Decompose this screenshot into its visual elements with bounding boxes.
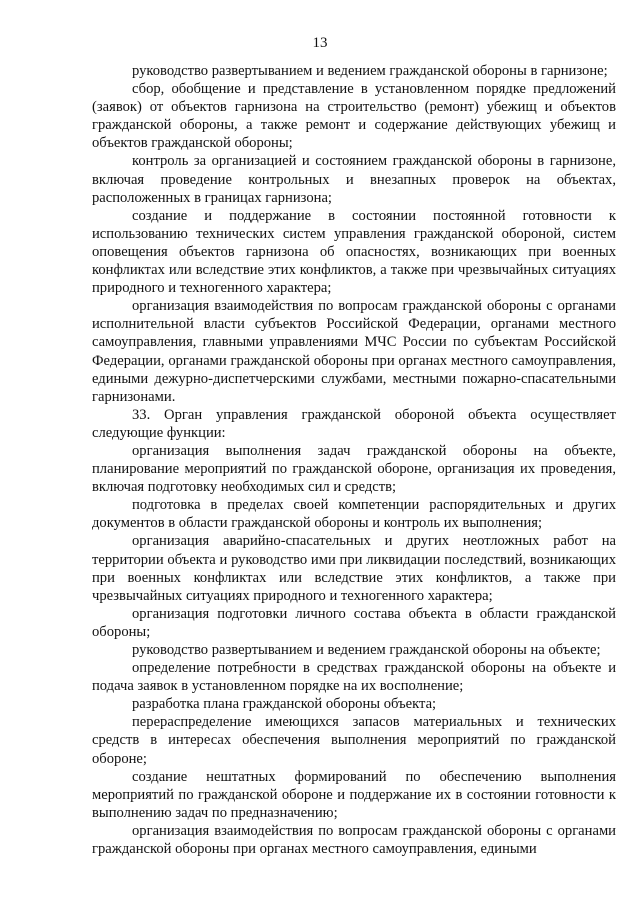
paragraph: контроль за организацией и состоянием гражданской обороны в гарнизоне, включая проведение контрольных и внезапных проверок на объектах, расположенных в границах гарнизона; xyxy=(92,153,616,206)
paragraph: организация аварийно-спасательных и других неотложных работ на территории объекта и руководство ими при ликвидации последствий, возникающих при военных конфликтах или вследствие этих конфликтов, а также при чрезвычайных ситуациях природного и техногенного характера; xyxy=(92,533,616,604)
paragraph: создание нештатных формирований по обеспечению выполнения мероприятий по гражданской обороне и поддержание их в состоянии готовности к выполнению задач по предназначению; xyxy=(92,768,616,821)
paragraph: организация выполнения задач гражданской обороны на объекте, планирование мероприятий по гражданской обороне, организация их проведения, включая подготовку необходимых сил и средств; xyxy=(92,442,616,496)
paragraph: организация взаимодействия по вопросам гражданской обороны с органами гражданской обороны при органах местного самоуправления, едиными xyxy=(92,822,616,858)
paragraph: подготовка в пределах своей компетенции распорядительных и других документов в области гражданской обороны и контроль их выполнения; xyxy=(92,497,616,532)
paragraph: разработка плана гражданской обороны объекта; xyxy=(132,696,437,713)
paragraph: руководство развертыванием и ведением гражданской обороны на объекте; xyxy=(132,642,601,658)
paragraph: перераспределение имеющихся запасов материальных и технических средств в интересах обеспечения выполнения мероприятий по гражданской обороне; xyxy=(92,714,616,767)
paragraph: определение потребности в средствах гражданской обороны на объекте и подача заявок в установленном порядке на их восполнение; xyxy=(92,660,616,695)
paragraph: руководство развертыванием и ведением гражданской обороны в гарнизоне; xyxy=(132,63,608,79)
page-number: 13 xyxy=(312,35,328,51)
paragraph: организация взаимодействия по вопросам гражданской обороны с органами исполнительной власти субъектов Российской Федерации, органами местного самоуправления, главными управлениями МЧС России по субъектам Российской Федерации, органами гражданской обороны при органах местного самоуправления, едиными дежурно-диспетчерскими службами, местными пожарно-спасательными гарнизонами. xyxy=(92,298,616,405)
document-body xyxy=(92,62,616,858)
section-33-heading-paragraph: 33. Орган управления гражданской обороной объекта осуществляет следующие функции: xyxy=(92,406,616,441)
paragraph: создание и поддержание в состоянии постоянной готовности к использованию технических систем управления гражданской обороной, систем оповещения объектов гарнизона об опасностях, возникающих при военных конфликтах или вследствие этих конфликтов, а также при чрезвычайных ситуациях природного и техногенного характера; xyxy=(92,207,616,297)
paragraph: организация подготовки личного состава объекта в области гражданской обороны; xyxy=(92,605,616,640)
paragraph: сбор, обобщение и представление в установленном порядке предложений (заявок) от объектов гарнизона на строительство (ремонт) убежищ и объектов гражданской обороны, а также ремонт и содержание действующих убежищ и объектов гражданской обороны; xyxy=(92,81,616,152)
